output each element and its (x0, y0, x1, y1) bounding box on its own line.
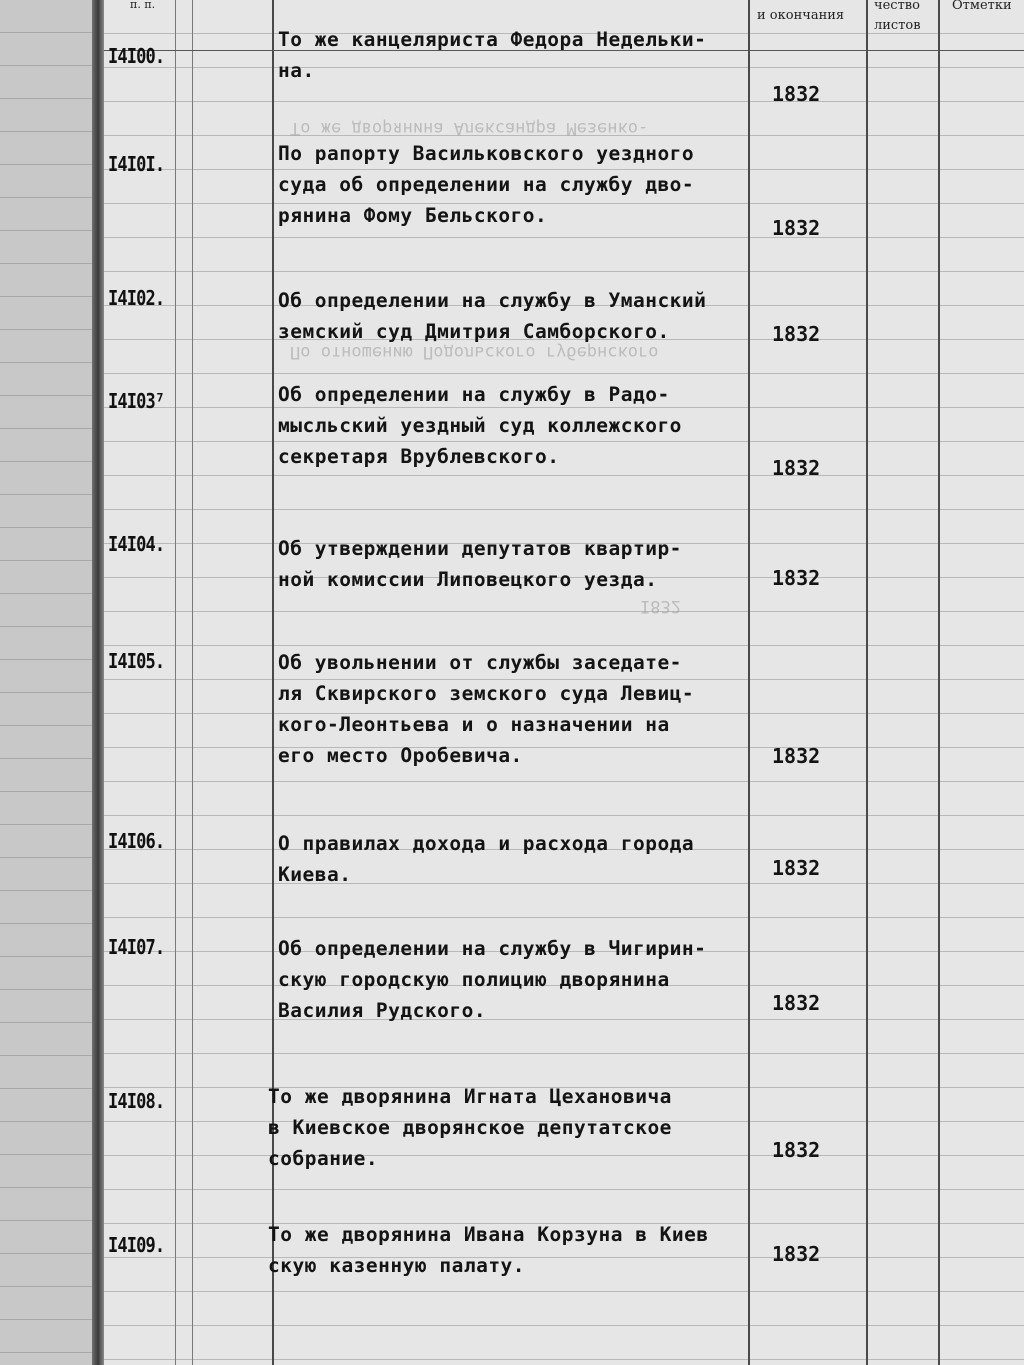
record-number: I4I08. (108, 1089, 165, 1113)
record-title: То же дворянина Игната Цехановича в Киевское дворянское депутатское собрание. (268, 1085, 672, 1170)
record-title: То же дворянина Ивана Корзуна в Киев скую казенную палату. (268, 1223, 709, 1277)
record-year: 1832 (772, 1242, 821, 1266)
record-number: I4I06. (108, 829, 165, 853)
record-year: 1832 (772, 322, 821, 346)
record-year: 1832 (772, 82, 821, 106)
bleed-through-text: I832 (640, 596, 681, 616)
header-col-dates: и окончания (757, 8, 845, 23)
record-year: 1832 (772, 566, 821, 590)
record-number: I4I03⁷ (108, 389, 165, 413)
header-col-sheets: чество листов (874, 0, 921, 33)
record-number: I4I09. (108, 1233, 165, 1257)
record-title: Об определении на службу в Радо- мысльский уездный суд коллежского секретаря Врублевского. (278, 383, 682, 468)
record-year: 1832 (772, 456, 821, 480)
record-number: I4I04. (108, 532, 165, 556)
column-rule (175, 0, 176, 1365)
record-title: О правилах дохода и расхода города Киева. (278, 832, 695, 886)
record-year: 1832 (772, 856, 821, 880)
column-rule (938, 0, 940, 1365)
record-title: То же канцеляриста Федора Недельки- на. (278, 28, 707, 82)
record-year: 1832 (772, 991, 821, 1015)
record-title: Об определении на службу в Уманский земский суд Дмитрия Самборского. (278, 289, 707, 343)
record-number: I4I07. (108, 935, 165, 959)
record-year: 1832 (772, 216, 821, 240)
column-rule (866, 0, 868, 1365)
record-number: I4I02. (108, 286, 165, 310)
bleed-through-text: То же дворянина Александра Мезенко- (290, 118, 649, 138)
record-year: 1832 (772, 1138, 821, 1162)
record-number: I4I0I. (108, 152, 165, 176)
record-number: I4I00. (108, 44, 165, 68)
bleed-through-text: По отношению Подольского губернского (290, 342, 659, 362)
record-title: Об определении на службу в Чигирин- скую городскую полицию дворянина Василия Рудского. (278, 937, 707, 1022)
record-number: I4I05. (108, 649, 165, 673)
record-year: 1832 (772, 744, 821, 768)
header-col-num: п. п. (130, 0, 156, 11)
column-rule (192, 0, 193, 1365)
record-title: Об утверждении депутатов квартир- ной комиссии Липовецкого уезда. (278, 537, 682, 591)
header-col-notes: Отметки (952, 0, 1012, 13)
book-spine (92, 0, 104, 1365)
record-title: По рапорту Васильковского уездного суда об определении на службу дво- рянина Фому Бельского. (278, 142, 695, 227)
facing-page (0, 0, 96, 1365)
record-title: Об увольнении от службы заседате- ля Сквирского земского суда Левиц- кого-Леонтьева и о назначении на его место Оробевича. (278, 651, 695, 767)
